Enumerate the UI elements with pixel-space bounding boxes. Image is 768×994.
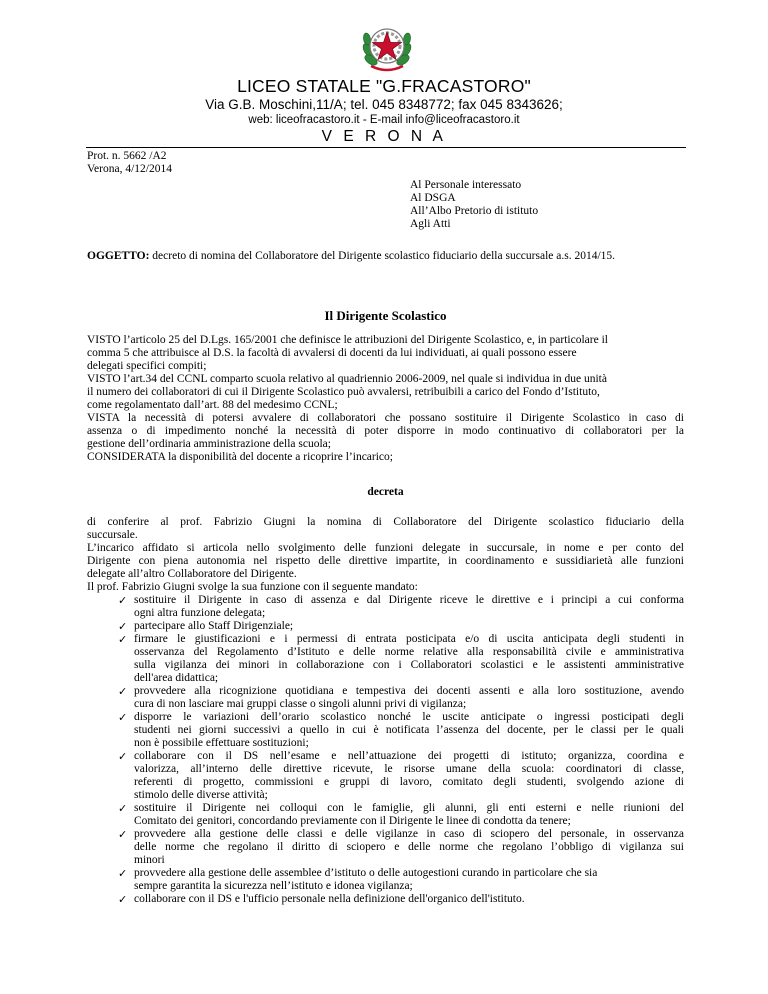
bullet-line: minori bbox=[134, 854, 165, 866]
subject-label: OGGETTO: bbox=[87, 250, 150, 262]
premise-line: il numero dei collaboratori di cui il Dirigente Scolastico può avvalersi, retribuibili a carico del Fondo d’Istituto, bbox=[87, 386, 600, 398]
recipient: Agli Atti bbox=[410, 218, 451, 230]
body-line: delegate all’altro Collaboratore del Dirigente. bbox=[87, 568, 297, 580]
bullet-line: disporre le variazioni dell’orario scolastico nonché le uscite anticipate o ingressi posticipati degli bbox=[134, 711, 684, 723]
subject-text: decreto di nomina del Collaboratore del Dirigente scolastico fiduciario della succursale a.s. 2014/15. bbox=[149, 250, 616, 262]
bullet-line: ogni altra funzione delegata; bbox=[134, 607, 266, 619]
document-date: Verona, 4/12/2014 bbox=[87, 163, 172, 175]
school-web-email: web: liceofracastoro.it - E-mail info@liceofracastoro.it bbox=[248, 114, 520, 126]
premise-line: delegati specifici compiti; bbox=[87, 360, 207, 372]
body-line: Il prof. Fabrizio Giugni svolge la sua funzione con il seguente mandato: bbox=[87, 581, 418, 593]
premise-line: gestione dell’ordinaria amministrazione della scuola; bbox=[87, 438, 331, 450]
bullet-line: delle norme che regolano il diritto di sciopero e delle norme che regolano l’obbligo di vigilanza sui bbox=[134, 841, 684, 853]
recipient: Al Personale interessato bbox=[410, 179, 522, 191]
protocol-number: Prot. n. 5662 /A2 bbox=[87, 150, 167, 162]
bullet-line: sostituire il Dirigente nei colloqui con le famiglie, gli alunni, gli enti esterni e nelle riunioni del bbox=[134, 802, 684, 814]
premise-line: comma 5 che attribuisce al D.S. la facoltà di avvalersi di docenti da lui individuati, ai quali possono essere bbox=[87, 347, 577, 359]
bullet-line: provvedere alla ricognizione quotidiana e tempestiva dei docenti assenti e alla loro sostituzione, avendo bbox=[134, 685, 684, 697]
body-line: Dirigente con piena autonomia nel rispetto delle direttive impartite, in coordinamento e sussidiarietà alle funzioni bbox=[87, 555, 684, 567]
bullet-line: collaborare con il DS e l'ufficio personale nella definizione dell'organico dell'istituto. bbox=[134, 893, 525, 905]
checkmark-icon: ✓ bbox=[118, 867, 128, 880]
bullet-line: stimolo delle diverse attività; bbox=[134, 789, 268, 801]
school-name: LICEO STATALE "G.FRACASTORO" bbox=[237, 76, 531, 96]
premise-line: CONSIDERATA la disponibilità del docente a ricoprire l’incarico; bbox=[87, 451, 393, 463]
premise-line: assenza o di impedimento nonché la necessità di poter disporre in modo continuativo di collaboratori per la bbox=[87, 425, 684, 437]
checkmark-icon: ✓ bbox=[118, 620, 128, 633]
premise-line: VISTA la necessità di potersi avvalere di collaboratori che possano sostituire il Dirigente Scolastico in caso di bbox=[87, 412, 684, 424]
bullet-line: studenti nei giorni successivi a quello in cui è notificata l’assenza del docente, per le classi per le quali bbox=[134, 724, 684, 736]
bullet-line: valorizza, all’interno delle direttive ricevute, le risorse umane della scuola: coordinatori di classe, bbox=[134, 763, 684, 775]
body-line: di conferire al prof. Fabrizio Giugni la nomina di Collaboratore del Dirigente scolastico fiduciario della bbox=[87, 516, 684, 528]
bullet-line: sempre garantita la sicurezza nell’istituto e idonea vigilanza; bbox=[134, 880, 413, 892]
checkmark-icon: ✓ bbox=[118, 594, 128, 607]
checkmark-icon: ✓ bbox=[118, 750, 128, 763]
bullet-line: sostituire il Dirigente in caso di assenza e dal Dirigente riceve le direttive e i principi a cui conforma bbox=[134, 594, 684, 606]
premise-line: come regolamentato dall’art. 88 del medesimo CCNL; bbox=[87, 399, 338, 411]
body-line: L’incarico affidato si articola nello svolgimento delle funzioni delegate in succursale, in nome e per conto del bbox=[87, 542, 684, 554]
checkmark-icon: ✓ bbox=[118, 893, 128, 906]
header-divider bbox=[86, 147, 686, 148]
checkmark-icon: ✓ bbox=[118, 633, 128, 646]
bullet-line: non è possibile effettuare sostituzioni; bbox=[134, 737, 309, 749]
bullet-line: collaborare con il DS nell’esame e nell’attuazione dei progetti di istituto; organizza, coordina e bbox=[134, 750, 684, 762]
checkmark-icon: ✓ bbox=[118, 802, 128, 815]
republic-emblem-icon bbox=[361, 20, 413, 74]
checkmark-icon: ✓ bbox=[118, 711, 128, 724]
bullet-line: dell'area didattica; bbox=[134, 672, 219, 684]
bullet-line: provvedere alla gestione delle assemblee d’istituto o delle autogestioni curando in particolare che sia bbox=[134, 867, 598, 879]
bullet-line: sulla vigilanza dei minori in collaborazione con i Collaboratori scolastici e le assistenti amministrative bbox=[134, 659, 684, 671]
checkmark-icon: ✓ bbox=[118, 685, 128, 698]
school-address: Via G.B. Moschini,11/A; tel. 045 8348772; fax 045 8343626; bbox=[205, 97, 563, 112]
premise-line: VISTO l’articolo 25 del D.Lgs. 165/2001 che definisce le attribuzioni del Dirigente Scolastico, e, in particolare il bbox=[87, 334, 608, 346]
body-line: succursale. bbox=[87, 529, 138, 541]
bullet-line: Comitato dei genitori, concordando previamente con il Dirigente le linee di condotta da tenere; bbox=[134, 815, 571, 827]
bullet-line: referenti di progetto, commissioni e gruppi di lavoro, comitato degli studenti, svolgendo azione di bbox=[134, 776, 684, 788]
subject-line bbox=[87, 250, 615, 263]
school-city: V E R O N A bbox=[321, 128, 447, 145]
checkmark-icon: ✓ bbox=[118, 828, 128, 841]
decreta-heading: decreta bbox=[367, 486, 404, 498]
bullet-line: cura di non lasciare mai gruppi classe o singoli alunni privi di vigilanza; bbox=[134, 698, 467, 710]
section-heading: Il Dirigente Scolastico bbox=[324, 308, 447, 323]
recipient: Al DSGA bbox=[410, 192, 456, 204]
bullet-line: osservanza del Regolamento d’Istituto e delle norme relative alla responsabilità civile e amministrativa bbox=[134, 646, 684, 658]
recipient: All’Albo Pretorio di istituto bbox=[410, 205, 539, 217]
premise-line: VISTO l’art.34 del CCNL comparto scuola relativo al quadriennio 2006-2009, nel quale si individua in due unità bbox=[87, 373, 607, 385]
bullet-line: provvedere alla gestione delle classi e delle vigilanze in caso di sciopero del personale, in osservanza bbox=[134, 828, 684, 840]
bullet-line: firmare le giustificazioni e i permessi di entrata posticipata e/o di uscita anticipata degli studenti in bbox=[134, 633, 684, 645]
bullet-line: partecipare allo Staff Dirigenziale; bbox=[134, 620, 294, 632]
